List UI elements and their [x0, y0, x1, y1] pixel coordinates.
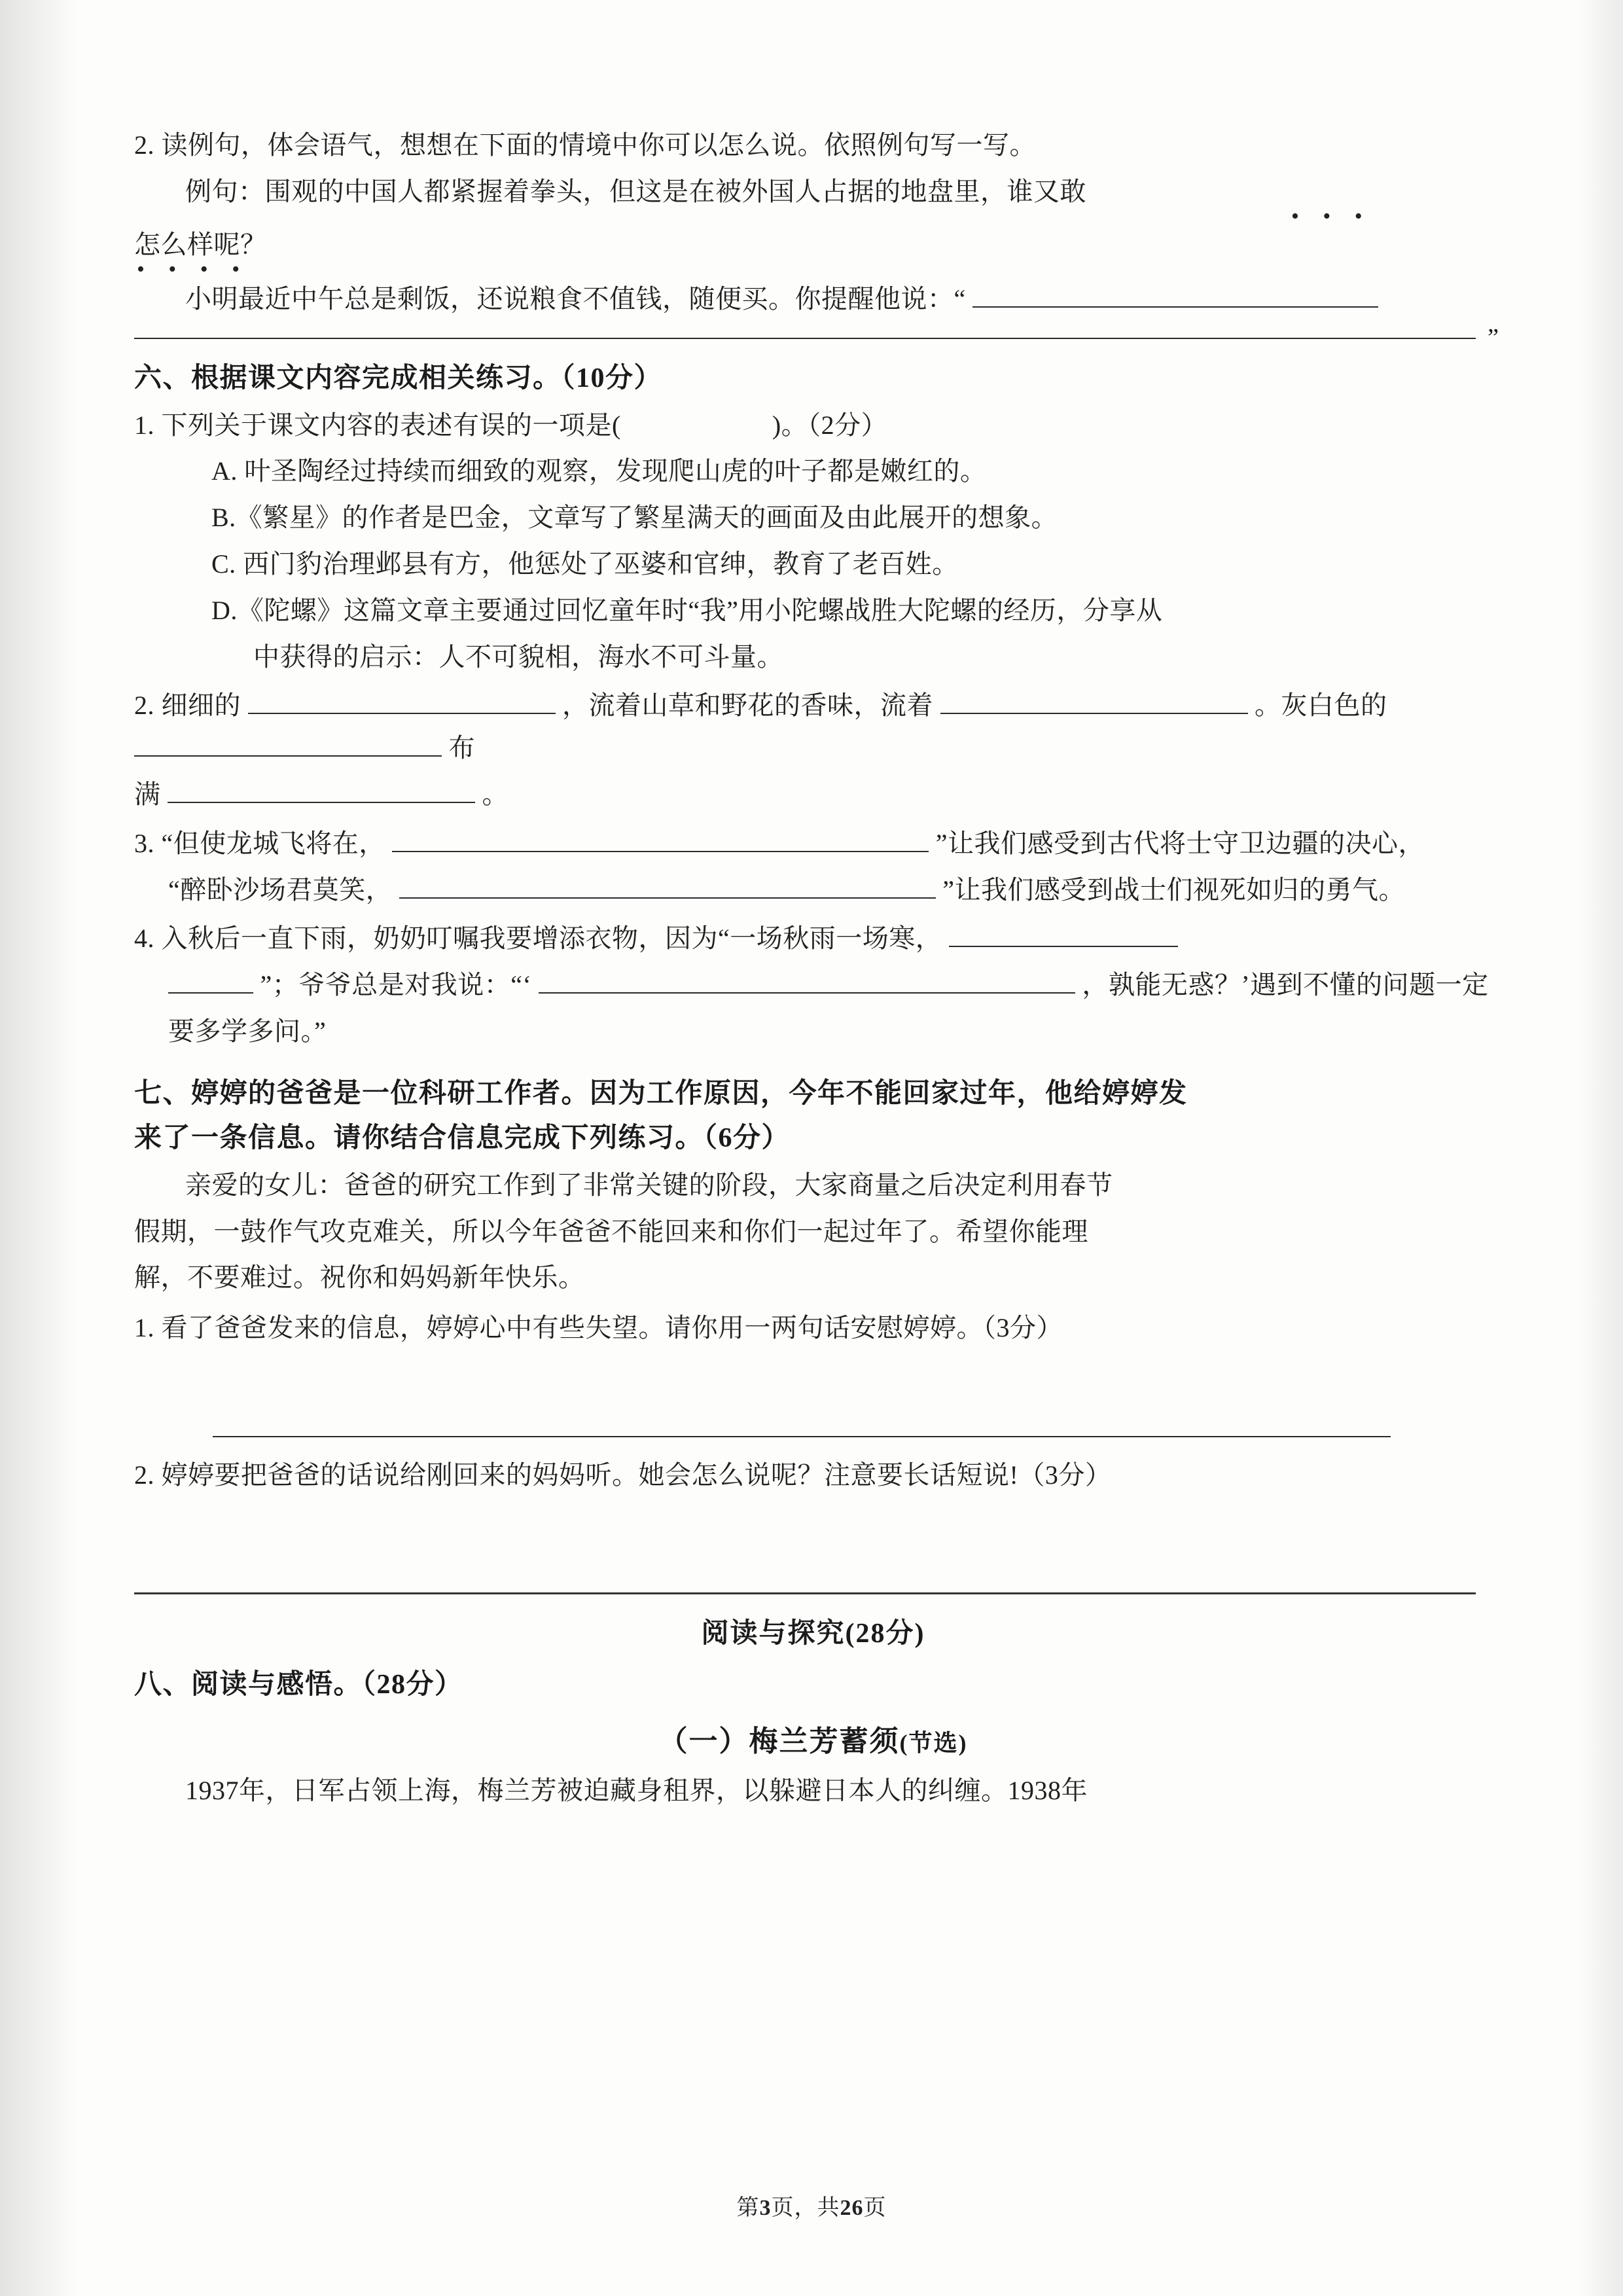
- footer-page-number: 3: [759, 2196, 772, 2220]
- section6-q4-line2: ”；爷爷总是对我说：“‘ ，孰能无惑？’遇到不懂的问题一定: [134, 964, 1492, 1007]
- section6-q1-option-b: B.《繁星》的作者是巴金，文章写了繁星满天的画面及由此展开的想象。: [211, 503, 1058, 533]
- section6-q4-blank-2[interactable]: [539, 966, 1075, 994]
- section-7-heading-line1: 七、婷婷的爸爸是一位科研工作者。因为工作原因，今年不能回家过年，他给婷婷发: [134, 1078, 1188, 1109]
- section6-q4-line3: 要多学多问。”: [168, 1016, 327, 1046]
- page-left-shadow: [0, 0, 79, 2296]
- section7-message-line3: 解，不要难过。祝你和妈妈新年快乐。: [134, 1263, 585, 1293]
- q2-answer-row2: [134, 323, 1499, 351]
- page-footer: [0, 2189, 1623, 2221]
- passage-title: （一）梅兰芳蓄须(节选): [658, 1725, 968, 1757]
- q2-example-line1: 例句：围观的中国人都紧握着拳头，但这是在被外国人占据的地盘里，谁又敢 • • •: [134, 171, 1492, 220]
- section6-q1-option-d: D.《陀螺》这篇文章主要通过回忆童年时“我”用小陀螺战胜大陀螺的经历，分享从: [211, 595, 1163, 625]
- section6-q2-blank-1[interactable]: [248, 687, 556, 714]
- passage-title-note: (节选): [899, 1729, 968, 1756]
- emphasis-dots-2: • • • •: [137, 257, 249, 281]
- footer-prefix: 第: [736, 2196, 760, 2220]
- section7-q2-answer-space[interactable]: [134, 1501, 1492, 1566]
- reading-section-divider: [134, 1592, 1476, 1594]
- section7-message-line1: 亲爱的女儿：爸爸的研究工作到了非常关键的阶段，大家商量之后决定利用春节: [185, 1170, 1113, 1200]
- section6-q1-option-d-cont: 中获得的启示：人不可貌相，海水不可斗量。: [253, 641, 783, 672]
- q2-example-line2: 怎么样呢？ • • • •: [134, 224, 1492, 273]
- section7-q1: 1. 看了爸爸发来的信息，婷婷心中有些失望。请你用一两句话安慰婷婷。（3分）: [134, 1313, 1063, 1343]
- section6-q4-blank-1[interactable]: [949, 920, 1178, 947]
- footer-total-pages: 26: [840, 2196, 864, 2220]
- section6-q1-choice-blank[interactable]: [628, 408, 765, 434]
- section-7-heading-line2: 来了一条信息。请你结合信息完成下列练习。（6分）: [134, 1122, 791, 1153]
- section6-q1-option-c: C. 西门豹治理邺县有方，他惩处了巫婆和官绅，教育了老百姓。: [211, 548, 959, 579]
- page-content: [134, 124, 1499, 1816]
- section7-q1-answer-space[interactable]: [134, 1354, 1492, 1419]
- section6-q2-blank-4[interactable]: [168, 776, 475, 803]
- section6-q2-line1: 2. 细细的 ，流着山草和野花的香味，流着 。灰白色的 布: [134, 685, 1492, 770]
- section6-q2-blank-2[interactable]: [940, 687, 1248, 714]
- passage-line-1: 1937年，日军占领上海，梅兰芳被迫藏身租界，以躲避日本人的纠缠。1938年: [185, 1775, 1088, 1805]
- section6-q1-stem: 1. 下列关于课文内容的表述有误的一项是( )。（2分）: [134, 404, 1492, 447]
- section6-q3-line2: “醉卧沙场君莫笑， ”让我们感受到战士们视死如归的勇气。: [134, 869, 1492, 912]
- page-right-shadow: [1577, 0, 1623, 2296]
- section7-q2: 2. 婷婷要把爸爸的话说给刚回来的妈妈听。她会怎么说呢？注意要长话短说!（3分）: [134, 1460, 1112, 1490]
- section6-q3-blank-1[interactable]: [392, 825, 929, 852]
- footer-mid: 页，共: [771, 2196, 840, 2220]
- section6-q2-line2: 满 。: [134, 774, 1492, 816]
- emphasis-dots-1: • • •: [1291, 204, 1372, 228]
- q2-answer-blank-2[interactable]: [134, 338, 1476, 339]
- section6-q4-line1: 4. 入秋后一直下雨，奶奶叮嘱我要增添衣物，因为“一场秋雨一场寒，: [134, 918, 1492, 960]
- q2-prompt: 小明最近中午总是剩饭，还说粮食不值钱，随便买。你提醒他说：“: [134, 278, 1492, 321]
- footer-suffix: 页: [863, 2196, 887, 2220]
- section-8-heading: 八、阅读与感悟。（28分）: [134, 1669, 463, 1700]
- q2-close-quote: ”: [1488, 323, 1499, 351]
- section6-q3-line1: 3. “但使龙城飞将在， ”让我们感受到古代将士守卫边疆的决心，: [134, 823, 1492, 865]
- section7-q1-answer-line[interactable]: [213, 1436, 1391, 1437]
- q2-answer-blank-1[interactable]: [972, 280, 1378, 308]
- section6-q1-option-a: A. 叶圣陶经过持续而细致的观察，发现爬山虎的叶子都是嫩红的。: [211, 456, 987, 486]
- reading-banner: 阅读与探究(28分): [701, 1618, 925, 1649]
- section6-q4-blank-1-cont[interactable]: [168, 966, 253, 994]
- section6-q3-blank-2[interactable]: [399, 871, 936, 899]
- section-6-heading: 六、根据课文内容完成相关练习。（10分）: [134, 363, 663, 393]
- section6-q2-blank-3[interactable]: [134, 729, 442, 757]
- q2-stem: 2. 读例句，体会语气，想想在下面的情境中你可以怎么说。依照例句写一写。: [134, 130, 1036, 160]
- section7-message-line2: 假期，一鼓作气攻克难关，所以今年爸爸不能回来和你们一起过年了。希望你能理: [134, 1216, 1088, 1246]
